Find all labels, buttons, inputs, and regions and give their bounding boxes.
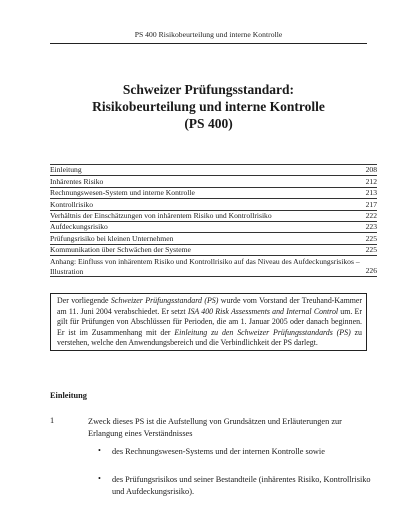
- toc-entry-title: Einleitung: [50, 165, 82, 175]
- intro-text: um. Er gilt für Prüfungen von Abschlüssen für Perioden, die am 1. Januar 2005 oder danach beginnen. Er ist im Zusammenhang mit der: [57, 306, 362, 337]
- paragraph-number: 1: [50, 416, 55, 425]
- toc-entry-page: 217: [365, 199, 377, 209]
- intro-emphasis: ISA 400 Risk Assessments and Internal Control: [187, 306, 339, 316]
- toc-entry-title: Rechnungswesen-System und interne Kontrolle: [50, 188, 195, 198]
- intro-text: wurde vom Vorstand der Treuhand-Kammer am 11. Juni 2004 verabschiedet. Er setzt: [57, 296, 362, 316]
- toc-row[interactable]: [50, 222, 377, 233]
- bullet-item: des Rechnungswesen-Systems und der internen Kontrolle sowie: [112, 447, 325, 456]
- toc-entry-page: 225: [365, 233, 377, 243]
- toc-entry-page: 225: [365, 245, 377, 255]
- toc-row[interactable]: [50, 199, 377, 210]
- toc-entry-page: 222: [365, 210, 377, 220]
- header-rule: [50, 43, 367, 44]
- toc-row[interactable]: [50, 164, 377, 176]
- toc-row[interactable]: [50, 233, 377, 244]
- intro-emphasis: Einleitung zu den Schweizer Prüfungsstandards (PS): [174, 327, 351, 337]
- toc-row[interactable]: [50, 256, 377, 277]
- bullet-item: des Prüfungsrisikos und seiner Bestandteile (inhärentes Risiko, Kontrollrisiko und Aufdeckungsrisiko).: [112, 475, 371, 496]
- toc-entry-page: 208: [365, 165, 377, 175]
- toc-row[interactable]: [50, 245, 377, 256]
- paragraph-text: Zweck dieses PS ist die Aufstellung von Grundsätzen und Erläuterungen zur Erlangung eines Verständnisses: [88, 417, 342, 438]
- toc-entry-title: Kommunikation über Schwächen der Systeme: [50, 245, 191, 255]
- toc-entry-page: 213: [365, 188, 377, 198]
- intro-emphasis: Schweizer Prüfungsstandard (PS): [110, 296, 219, 305]
- section-heading: Einleitung: [50, 391, 87, 400]
- toc-entry-title: Verhältnis der Einschätzungen von inhärentem Risiko und Kontrollrisiko: [50, 210, 272, 220]
- toc-entry-title: Inhärentes Risiko: [50, 176, 104, 186]
- intro-notice-box: [50, 293, 367, 351]
- intro-text: Der vorliegende: [57, 296, 111, 305]
- toc-entry-title: Kontrollrisiko: [50, 199, 94, 209]
- running-header: PS 400 Risikobeurteilung und interne Kontrolle: [134, 30, 283, 39]
- bullet-icon: •: [98, 474, 101, 483]
- toc-row[interactable]: [50, 188, 377, 199]
- toc-row[interactable]: [50, 211, 377, 222]
- toc-entry-title: Prüfungsrisiko bei kleinen Unternehmen: [50, 233, 174, 243]
- toc-entry-page: 212: [365, 176, 377, 186]
- intro-text: zu verstehen, welche den Anwendungsbereich und die Verbindlichkeit der PS darlegt.: [57, 327, 363, 348]
- toc-entry-title: Aufdeckungsrisiko: [50, 222, 108, 232]
- bullet-icon: •: [98, 446, 101, 455]
- document-title: [0, 81, 417, 132]
- toc-row[interactable]: [50, 176, 377, 187]
- intro-paragraph: [57, 296, 362, 349]
- title-line-2: Risikobeurteilung und interne Kontrolle: [92, 99, 325, 114]
- title-line-1: Schweizer Prüfungsstandard:: [122, 82, 295, 97]
- toc-entry-page: 226: [365, 266, 377, 276]
- toc-entry-page: 223: [365, 222, 377, 232]
- toc-entry-title: Anhang: Einfluss von inhärentem Risiko und Kontrollrisiko auf das Niveau des Aufdeckungsrisikos – Illustration: [50, 256, 360, 276]
- title-line-3: (PS 400): [184, 116, 233, 131]
- table-of-contents: [50, 164, 377, 277]
